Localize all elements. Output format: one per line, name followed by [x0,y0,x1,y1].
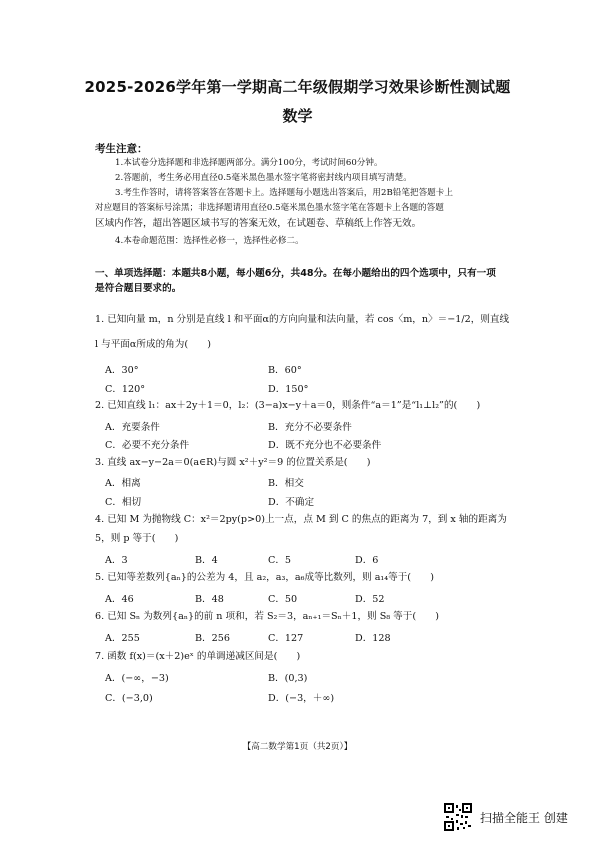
watermark-text: 扫描全能王 创建 [480,811,568,825]
option-d: D．52 [355,594,385,605]
question-stem: 3. 直线 ax−y−2a＝0(a∈R)与圆 x²＋y²＝9 的位置关系是( ) [95,457,371,468]
question-stem: 6. 已知 Sₙ 为数列{aₙ}的前 n 项和，若 S₂＝3，aₙ₊₁＝Sₙ＋1，则 S₈ 等于( ) [95,611,440,622]
notice-item: 对应题目的答案标号涂黑；非选择题请用直径0.5毫米黑色墨水签字笔在答题卡上各题的答题 [95,203,444,213]
notice-item: 4.本卷命题范围：选择性必修一，选择性必修二。 [115,236,304,246]
option-b: B．(0,3) [268,673,308,684]
option-c: C．5 [268,555,292,566]
option-b: B．256 [195,633,230,644]
question-stem: l 与平面α所成的角为( ) [95,339,212,350]
option-b: B．48 [195,594,224,605]
notice-item: 3.考生作答时，请将答案答在答题卡上。选择题每小题选出答案后，用2B铅笔把答题卡上 [115,188,453,198]
question-stem: 1. 已知向量 m，n 分别是直线 l 和平面α的方向向量和法向量，若 cos〈m，n〉＝−1/2，则直线 [95,314,510,325]
notice-item: 1.本试卷分选择题和非选择题两部分。满分100分，考试时间60分钟。 [115,158,383,168]
option-c: C．50 [268,594,298,605]
scanner-watermark [444,803,574,833]
option-d: D．(−3，＋∞) [268,693,335,704]
option-d: D．150° [268,384,309,395]
notice-item: 2.答题前，考生务必用直径0.5毫米黑色墨水签字笔将密封线内项目填写清楚。 [115,173,412,183]
option-c: C．相切 [105,497,142,508]
option-a: A．30° [105,365,139,376]
option-c: C．127 [268,633,304,644]
option-a: A．相离 [105,478,141,489]
option-a: A．充要条件 [105,422,160,433]
question-stem: 5，则 p 等于( ) [95,533,179,544]
option-d: D．既不充分也不必要条件 [268,440,382,451]
section-heading: 一、单项选择题：本题共8小题，每小题6分，共48分。在每小题给出的四个选项中，只有一项 [95,268,496,279]
option-d: D．6 [355,555,379,566]
option-b: B．4 [195,555,218,566]
notice-item: 区域内作答，超出答题区域书写的答案无效，在试题卷、草稿纸上作答无效。 [95,218,422,229]
option-a: A．46 [105,594,134,605]
option-d: D．不确定 [268,497,315,508]
question-stem: 2. 已知直线 l₁：ax＋2y＋1＝0，l₂：(3−a)x−y＋a＝0，则条件“a＝1”是“l₁⊥l₂”的( ) [95,400,481,411]
option-d: D．128 [355,633,391,644]
option-b: B．充分不必要条件 [268,422,352,433]
question-stem: 4. 已知 M 为抛物线 C：x²＝2py(p>0)上一点，点 M 到 C 的焦点的距离为 7，到 x 轴的距离为 [95,514,507,525]
option-a: A．255 [105,633,140,644]
option-c: C．必要不充分条件 [105,440,190,451]
option-a: A．3 [105,555,128,566]
section-heading: 是符合题目要求的。 [95,283,182,294]
option-a: A．(−∞，−3) [105,673,169,684]
subject-title: 数学 [282,107,313,125]
question-stem: 5. 已知等差数列{aₙ}的公差为 4，且 a₂，a₃，a₆成等比数列，则 a₁₄等于( ) [95,572,434,583]
page-footer: 【高二数学第1页（共2页）】 [242,742,353,752]
option-c: C．120° [105,384,146,395]
question-stem: 7. 函数 f(x)＝(x＋2)eˣ 的单调递减区间是( ) [95,651,301,662]
qr-code-icon [444,803,472,831]
notice-heading: 考生注意： [95,143,148,155]
exam-title: 2025-2026学年第一学期高二年级假期学习效果诊断性测试题 [84,78,511,96]
option-b: B．相交 [268,478,304,489]
option-c: C．(−3,0) [105,693,153,704]
option-b: B．60° [268,365,302,376]
